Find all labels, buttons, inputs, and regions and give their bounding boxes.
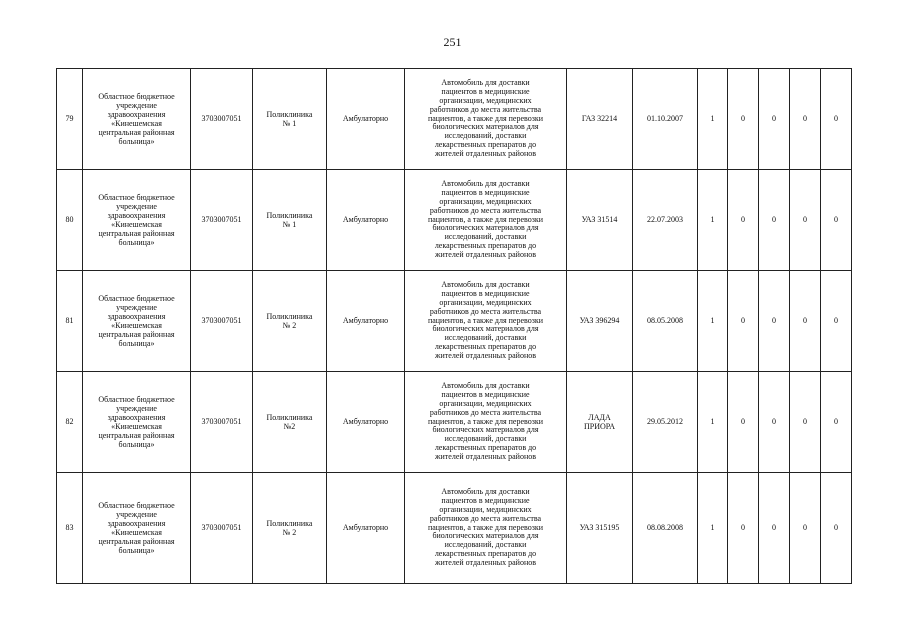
vehicle-date: 01.10.2007	[633, 69, 698, 170]
table-row	[57, 271, 852, 372]
count-cell: 0	[821, 372, 852, 473]
vehicle-date: 29.05.2012	[633, 372, 698, 473]
count-cell: 0	[759, 372, 790, 473]
count-cell: 0	[759, 170, 790, 271]
inn: 3703007051	[191, 372, 253, 473]
count-cell: 0	[790, 372, 821, 473]
vehicle-date: 22.07.2003	[633, 170, 698, 271]
count-cell: 0	[821, 69, 852, 170]
inn: 3703007051	[191, 271, 253, 372]
count-cell: 0	[728, 170, 759, 271]
count-cell: 1	[698, 473, 728, 584]
vehicle-model: УАЗ 396294	[567, 271, 633, 372]
vehicle-model: ГАЗ 32214	[567, 69, 633, 170]
count-cell: 0	[790, 69, 821, 170]
count-cell: 1	[698, 170, 728, 271]
count-cell: 0	[728, 271, 759, 372]
vehicle-purpose: Автомобиль для доставки пациентов в медицинские организации, медицинских работников до места жительства пациентов, а также для перевозки биологических материалов для исследований, доставки лекарственных препаратов до жителей отдаленных районов	[405, 473, 567, 584]
vehicle-date: 08.08.2008	[633, 473, 698, 584]
unit-name: Поликлиника № 2	[253, 271, 327, 372]
vehicle-table	[56, 68, 852, 584]
organization-name: Областное бюджетное учреждение здравоохранения «Кинешемская центральная районная больница»	[83, 473, 191, 584]
unit-name: Поликлиника № 2	[253, 473, 327, 584]
vehicle-purpose: Автомобиль для доставки пациентов в медицинские организации, медицинских работников до места жительства пациентов, а также для перевозки биологических материалов для исследований, доставки лекарственных препаратов до жителей отдаленных районов	[405, 69, 567, 170]
organization-name: Областное бюджетное учреждение здравоохранения «Кинешемская центральная районная больница»	[83, 69, 191, 170]
count-cell: 0	[728, 69, 759, 170]
organization-name: Областное бюджетное учреждение здравоохранения «Кинешемская центральная районная больница»	[83, 271, 191, 372]
vehicle-model: ЛАДА ПРИОРА	[567, 372, 633, 473]
count-cell: 1	[698, 69, 728, 170]
row-number: 83	[57, 473, 83, 584]
care-type: Амбулаторно	[327, 170, 405, 271]
count-cell: 0	[759, 473, 790, 584]
vehicle-date: 08.05.2008	[633, 271, 698, 372]
count-cell: 0	[759, 69, 790, 170]
inn: 3703007051	[191, 69, 253, 170]
count-cell: 0	[728, 372, 759, 473]
row-number: 82	[57, 372, 83, 473]
care-type: Амбулаторно	[327, 69, 405, 170]
count-cell: 0	[821, 170, 852, 271]
count-cell: 0	[821, 473, 852, 584]
count-cell: 1	[698, 372, 728, 473]
count-cell: 0	[790, 271, 821, 372]
vehicle-model: УАЗ 31514	[567, 170, 633, 271]
table-row	[57, 69, 852, 170]
inn: 3703007051	[191, 473, 253, 584]
row-number: 80	[57, 170, 83, 271]
count-cell: 1	[698, 271, 728, 372]
unit-name: Поликлиника № 1	[253, 170, 327, 271]
row-number: 81	[57, 271, 83, 372]
table-row	[57, 372, 852, 473]
table-row	[57, 170, 852, 271]
unit-name: Поликлиника № 1	[253, 69, 327, 170]
unit-name: Поликлиника №2	[253, 372, 327, 473]
count-cell: 0	[821, 271, 852, 372]
care-type: Амбулаторно	[327, 372, 405, 473]
care-type: Амбулаторно	[327, 271, 405, 372]
page-number: 251	[443, 35, 462, 49]
count-cell: 0	[790, 473, 821, 584]
count-cell: 0	[759, 271, 790, 372]
vehicle-purpose: Автомобиль для доставки пациентов в медицинские организации, медицинских работников до места жительства пациентов, а также для перевозки биологических материалов для исследований, доставки лекарственных препаратов до жителей отдаленных районов	[405, 271, 567, 372]
count-cell: 0	[790, 170, 821, 271]
row-number: 79	[57, 69, 83, 170]
inn: 3703007051	[191, 170, 253, 271]
care-type: Амбулаторно	[327, 473, 405, 584]
vehicle-purpose: Автомобиль для доставки пациентов в медицинские организации, медицинских работников до места жительства пациентов, а также для перевозки биологических материалов для исследований, доставки лекарственных препаратов до жителей отдаленных районов	[405, 170, 567, 271]
table-row	[57, 473, 852, 584]
count-cell: 0	[728, 473, 759, 584]
organization-name: Областное бюджетное учреждение здравоохранения «Кинешемская центральная районная больница»	[83, 170, 191, 271]
vehicle-model: УАЗ 315195	[567, 473, 633, 584]
organization-name: Областное бюджетное учреждение здравоохранения «Кинешемская центральная районная больница»	[83, 372, 191, 473]
vehicle-purpose: Автомобиль для доставки пациентов в медицинские организации, медицинских работников до места жительства пациентов, а также для перевозки биологических материалов для исследований, доставки лекарственных препаратов до жителей отдаленных районов	[405, 372, 567, 473]
